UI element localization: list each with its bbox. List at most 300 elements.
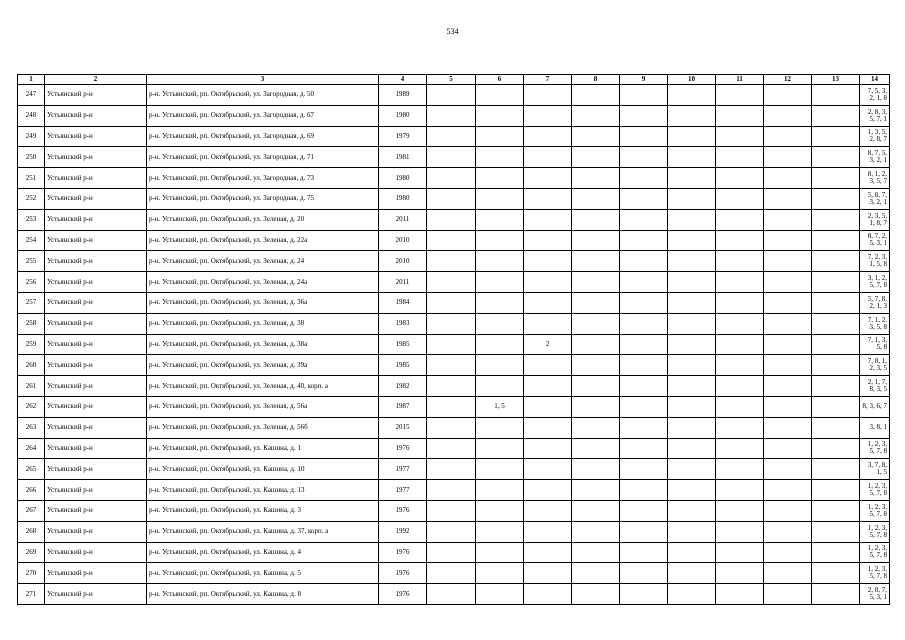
col9-cell	[620, 459, 668, 480]
table-row	[18, 313, 890, 334]
column-number-header-row	[18, 75, 890, 85]
col8-cell	[572, 438, 620, 459]
col14-cell: 1, 3, 5, 2, 8, 7	[860, 126, 890, 147]
table-row	[18, 334, 890, 355]
col11-cell	[716, 85, 764, 106]
district-cell: Устьянский р-н	[45, 147, 147, 168]
col14-cell: 1, 2, 3, 5, 7, 8	[860, 438, 890, 459]
col8-cell	[572, 396, 620, 417]
col8-cell	[572, 542, 620, 563]
col5-cell	[427, 376, 476, 397]
column-header: 3	[147, 75, 379, 85]
col13-cell	[812, 396, 860, 417]
table-row	[18, 168, 890, 189]
column-header: 1	[18, 75, 45, 85]
col10-cell	[668, 438, 716, 459]
col6-cell	[476, 147, 524, 168]
address-cell: р-н. Устьянский, рп. Октябрьский, ул. Загородная, д. 73	[147, 168, 379, 189]
col7-cell	[524, 563, 572, 584]
col8-cell	[572, 417, 620, 438]
table-row	[18, 355, 890, 376]
col13-cell	[812, 209, 860, 230]
year-cell: 2011	[379, 272, 427, 293]
col10-cell	[668, 272, 716, 293]
col12-cell	[764, 188, 812, 209]
column-header: 10	[668, 75, 716, 85]
col12-cell	[764, 292, 812, 313]
address-cell: р-н. Устьянский, рп. Октябрьский, ул. Кашина, д. 8	[147, 584, 379, 605]
col13-cell	[812, 334, 860, 355]
col8-cell	[572, 334, 620, 355]
col5-cell	[427, 584, 476, 605]
col7-cell	[524, 85, 572, 106]
col6-cell	[476, 376, 524, 397]
row-number-cell: 249	[18, 126, 45, 147]
column-header: 5	[427, 75, 476, 85]
col5-cell	[427, 168, 476, 189]
year-cell: 1977	[379, 459, 427, 480]
col13-cell	[812, 147, 860, 168]
address-cell: р-н. Устьянский, рп. Октябрьский, ул. Кашина, д. 10	[147, 459, 379, 480]
col14-cell: 1, 2, 3, 5, 7, 8	[860, 521, 890, 542]
row-number-cell: 252	[18, 188, 45, 209]
housing-register-table	[17, 74, 890, 605]
year-cell: 1983	[379, 313, 427, 334]
table-row	[18, 542, 890, 563]
year-cell: 1984	[379, 292, 427, 313]
address-cell: р-н. Устьянский, рп. Октябрьский, ул. Зеленая, д. 39а	[147, 355, 379, 376]
year-cell: 2010	[379, 251, 427, 272]
col10-cell	[668, 251, 716, 272]
col14-cell: 2, 3, 5, 1, 8, 7	[860, 209, 890, 230]
col5-cell	[427, 188, 476, 209]
column-header: 9	[620, 75, 668, 85]
col10-cell	[668, 563, 716, 584]
year-cell: 1980	[379, 105, 427, 126]
col11-cell	[716, 376, 764, 397]
col12-cell	[764, 355, 812, 376]
col7-cell	[524, 292, 572, 313]
col13-cell	[812, 292, 860, 313]
col5-cell	[427, 355, 476, 376]
col12-cell	[764, 168, 812, 189]
row-number-cell: 257	[18, 292, 45, 313]
col9-cell	[620, 313, 668, 334]
address-cell: р-н. Устьянский, рп. Октябрьский, ул. Кашина, д. 5	[147, 563, 379, 584]
col9-cell	[620, 292, 668, 313]
district-cell: Устьянский р-н	[45, 500, 147, 521]
table-row	[18, 272, 890, 293]
col12-cell	[764, 105, 812, 126]
col7-cell: 2	[524, 334, 572, 355]
col7-cell	[524, 459, 572, 480]
col6-cell	[476, 584, 524, 605]
year-cell: 1987	[379, 396, 427, 417]
col6-cell	[476, 230, 524, 251]
col9-cell	[620, 272, 668, 293]
col5-cell	[427, 563, 476, 584]
table-row	[18, 480, 890, 501]
district-cell: Устьянский р-н	[45, 480, 147, 501]
address-cell: р-н. Устьянский, рп. Октябрьский, ул. Кашина, д. 3	[147, 500, 379, 521]
col7-cell	[524, 584, 572, 605]
col6-cell	[476, 85, 524, 106]
column-header: 14	[860, 75, 890, 85]
col5-cell	[427, 438, 476, 459]
col11-cell	[716, 188, 764, 209]
year-cell: 1989	[379, 85, 427, 106]
col13-cell	[812, 376, 860, 397]
col6-cell	[476, 105, 524, 126]
col13-cell	[812, 417, 860, 438]
col7-cell	[524, 105, 572, 126]
row-number-cell: 248	[18, 105, 45, 126]
col12-cell	[764, 438, 812, 459]
year-cell: 1976	[379, 438, 427, 459]
col14-cell: 1, 2, 3, 5, 7, 8	[860, 480, 890, 501]
address-cell: р-н. Устьянский, рп. Октябрьский, ул. Зеленая, д. 38а	[147, 334, 379, 355]
col9-cell	[620, 251, 668, 272]
col11-cell	[716, 563, 764, 584]
col10-cell	[668, 355, 716, 376]
table-row	[18, 230, 890, 251]
col5-cell	[427, 417, 476, 438]
col10-cell	[668, 500, 716, 521]
row-number-cell: 267	[18, 500, 45, 521]
district-cell: Устьянский р-н	[45, 355, 147, 376]
col13-cell	[812, 542, 860, 563]
district-cell: Устьянский р-н	[45, 563, 147, 584]
row-number-cell: 270	[18, 563, 45, 584]
year-cell: 1985	[379, 355, 427, 376]
district-cell: Устьянский р-н	[45, 584, 147, 605]
col13-cell	[812, 272, 860, 293]
district-cell: Устьянский р-н	[45, 251, 147, 272]
col13-cell	[812, 85, 860, 106]
district-cell: Устьянский р-н	[45, 396, 147, 417]
col6-cell	[476, 251, 524, 272]
district-cell: Устьянский р-н	[45, 334, 147, 355]
col6-cell	[476, 500, 524, 521]
col9-cell	[620, 584, 668, 605]
table-row	[18, 500, 890, 521]
col8-cell	[572, 500, 620, 521]
row-number-cell: 258	[18, 313, 45, 334]
col14-cell: 3, 7, 8, 1, 5	[860, 459, 890, 480]
district-cell: Устьянский р-н	[45, 85, 147, 106]
col8-cell	[572, 188, 620, 209]
year-cell: 2011	[379, 209, 427, 230]
col13-cell	[812, 584, 860, 605]
col14-cell: 7, 1, 2, 3, 5, 8	[860, 313, 890, 334]
col10-cell	[668, 126, 716, 147]
col9-cell	[620, 500, 668, 521]
col7-cell	[524, 438, 572, 459]
col11-cell	[716, 230, 764, 251]
address-cell: р-н. Устьянский, рп. Октябрьский, ул. Загородная, д. 75	[147, 188, 379, 209]
col11-cell	[716, 313, 764, 334]
col7-cell	[524, 500, 572, 521]
col5-cell	[427, 105, 476, 126]
table-row	[18, 417, 890, 438]
col7-cell	[524, 417, 572, 438]
col10-cell	[668, 85, 716, 106]
address-cell: р-н. Устьянский, рп. Октябрьский, ул. Кашина, д. 1	[147, 438, 379, 459]
col9-cell	[620, 438, 668, 459]
district-cell: Устьянский р-н	[45, 459, 147, 480]
col12-cell	[764, 459, 812, 480]
col8-cell	[572, 355, 620, 376]
col9-cell	[620, 230, 668, 251]
address-cell: р-н. Устьянский, рп. Октябрьский, ул. Кашина, д. 4	[147, 542, 379, 563]
col6-cell	[476, 272, 524, 293]
col10-cell	[668, 480, 716, 501]
col12-cell	[764, 500, 812, 521]
page-number: 534	[446, 27, 459, 36]
col14-cell: 7, 5, 3, 2, 1, 8	[860, 85, 890, 106]
col14-cell: 5, 7, 8, 2, 1, 3	[860, 292, 890, 313]
col10-cell	[668, 376, 716, 397]
district-cell: Устьянский р-н	[45, 438, 147, 459]
col9-cell	[620, 126, 668, 147]
col11-cell	[716, 459, 764, 480]
column-header: 2	[45, 75, 147, 85]
col11-cell	[716, 251, 764, 272]
district-cell: Устьянский р-н	[45, 209, 147, 230]
address-cell: р-н. Устьянский, рп. Октябрьский, ул. Зеленая, д. 36а	[147, 292, 379, 313]
col8-cell	[572, 209, 620, 230]
col8-cell	[572, 251, 620, 272]
col11-cell	[716, 438, 764, 459]
row-number-cell: 265	[18, 459, 45, 480]
col6-cell	[476, 417, 524, 438]
col10-cell	[668, 417, 716, 438]
table-row	[18, 105, 890, 126]
col10-cell	[668, 396, 716, 417]
col9-cell	[620, 542, 668, 563]
col9-cell	[620, 355, 668, 376]
col14-cell: 5, 8, 7, 3, 2, 1	[860, 188, 890, 209]
district-cell: Устьянский р-н	[45, 292, 147, 313]
col7-cell	[524, 376, 572, 397]
table-row	[18, 251, 890, 272]
col12-cell	[764, 85, 812, 106]
row-number-cell: 264	[18, 438, 45, 459]
col6-cell	[476, 334, 524, 355]
col12-cell	[764, 396, 812, 417]
year-cell: 1982	[379, 376, 427, 397]
table-row	[18, 396, 890, 417]
col11-cell	[716, 334, 764, 355]
col5-cell	[427, 480, 476, 501]
col13-cell	[812, 500, 860, 521]
column-header: 4	[379, 75, 427, 85]
col6-cell	[476, 292, 524, 313]
row-number-cell: 247	[18, 85, 45, 106]
address-cell: р-н. Устьянский, рп. Октябрьский, ул. Зеленая, д. 56б	[147, 417, 379, 438]
district-cell: Устьянский р-н	[45, 542, 147, 563]
col10-cell	[668, 292, 716, 313]
col7-cell	[524, 147, 572, 168]
col9-cell	[620, 147, 668, 168]
col9-cell	[620, 85, 668, 106]
col14-cell: 3, 1, 2, 5, 7, 8	[860, 272, 890, 293]
col11-cell	[716, 105, 764, 126]
row-number-cell: 256	[18, 272, 45, 293]
col5-cell	[427, 521, 476, 542]
row-number-cell: 250	[18, 147, 45, 168]
col10-cell	[668, 584, 716, 605]
col10-cell	[668, 105, 716, 126]
col5-cell	[427, 209, 476, 230]
col10-cell	[668, 542, 716, 563]
address-cell: р-н. Устьянский, рп. Октябрьский, ул. Зеленая, д. 38	[147, 313, 379, 334]
col13-cell	[812, 251, 860, 272]
col12-cell	[764, 334, 812, 355]
row-number-cell: 263	[18, 417, 45, 438]
col6-cell	[476, 126, 524, 147]
row-number-cell: 254	[18, 230, 45, 251]
col9-cell	[620, 209, 668, 230]
column-header: 12	[764, 75, 812, 85]
col10-cell	[668, 168, 716, 189]
col9-cell	[620, 334, 668, 355]
col5-cell	[427, 230, 476, 251]
col8-cell	[572, 105, 620, 126]
year-cell: 1977	[379, 480, 427, 501]
col5-cell	[427, 147, 476, 168]
col14-cell: 2, 1, 7, 8, 3, 5	[860, 376, 890, 397]
col11-cell	[716, 521, 764, 542]
column-header: 11	[716, 75, 764, 85]
col14-cell: 3, 8, 1	[860, 417, 890, 438]
col11-cell	[716, 126, 764, 147]
column-header: 8	[572, 75, 620, 85]
row-number-cell: 259	[18, 334, 45, 355]
col14-cell: 1, 2, 3, 5, 7, 8	[860, 500, 890, 521]
col11-cell	[716, 584, 764, 605]
col10-cell	[668, 209, 716, 230]
col9-cell	[620, 105, 668, 126]
col6-cell	[476, 563, 524, 584]
col13-cell	[812, 438, 860, 459]
col11-cell	[716, 542, 764, 563]
table-row	[18, 584, 890, 605]
row-number-cell: 262	[18, 396, 45, 417]
row-number-cell: 251	[18, 168, 45, 189]
year-cell: 1980	[379, 188, 427, 209]
year-cell: 1985	[379, 334, 427, 355]
col14-cell: 8, 7, 2, 5, 3, 1	[860, 230, 890, 251]
year-cell: 1976	[379, 563, 427, 584]
year-cell: 1992	[379, 521, 427, 542]
col11-cell	[716, 168, 764, 189]
col5-cell	[427, 272, 476, 293]
col8-cell	[572, 147, 620, 168]
year-cell: 1976	[379, 500, 427, 521]
col7-cell	[524, 355, 572, 376]
row-number-cell: 261	[18, 376, 45, 397]
row-number-cell: 269	[18, 542, 45, 563]
col7-cell	[524, 168, 572, 189]
col13-cell	[812, 105, 860, 126]
col6-cell	[476, 355, 524, 376]
row-number-cell: 260	[18, 355, 45, 376]
year-cell: 2010	[379, 230, 427, 251]
col8-cell	[572, 230, 620, 251]
col14-cell: 8, 3, 6, 7	[860, 396, 890, 417]
col7-cell	[524, 126, 572, 147]
col12-cell	[764, 563, 812, 584]
col6-cell	[476, 188, 524, 209]
col8-cell	[572, 168, 620, 189]
col6-cell	[476, 480, 524, 501]
col14-cell: 1, 2, 3, 5, 7, 8	[860, 542, 890, 563]
col12-cell	[764, 521, 812, 542]
col5-cell	[427, 251, 476, 272]
col6-cell	[476, 209, 524, 230]
col8-cell	[572, 272, 620, 293]
col13-cell	[812, 355, 860, 376]
table-row	[18, 126, 890, 147]
row-number-cell: 268	[18, 521, 45, 542]
col13-cell	[812, 188, 860, 209]
col14-cell: 8, 1, 2, 3, 5, 7	[860, 168, 890, 189]
col11-cell	[716, 417, 764, 438]
col10-cell	[668, 459, 716, 480]
table-row	[18, 376, 890, 397]
address-cell: р-н. Устьянский, рп. Октябрьский, ул. Загородная, д. 69	[147, 126, 379, 147]
col6-cell	[476, 542, 524, 563]
col11-cell	[716, 272, 764, 293]
year-cell: 2015	[379, 417, 427, 438]
col8-cell	[572, 563, 620, 584]
col6-cell	[476, 168, 524, 189]
table-row	[18, 85, 890, 106]
column-header: 6	[476, 75, 524, 85]
district-cell: Устьянский р-н	[45, 417, 147, 438]
col5-cell	[427, 500, 476, 521]
col6-cell	[476, 521, 524, 542]
col14-cell: 2, 8, 3, 5, 7, 1	[860, 105, 890, 126]
district-cell: Устьянский р-н	[45, 126, 147, 147]
col13-cell	[812, 230, 860, 251]
year-cell: 1981	[379, 147, 427, 168]
col5-cell	[427, 313, 476, 334]
address-cell: р-н. Устьянский, рп. Октябрьский, ул. Загородная, д. 71	[147, 147, 379, 168]
col7-cell	[524, 251, 572, 272]
table-row	[18, 459, 890, 480]
row-number-cell: 266	[18, 480, 45, 501]
year-cell: 1979	[379, 126, 427, 147]
district-cell: Устьянский р-н	[45, 521, 147, 542]
address-cell: р-н. Устьянский, рп. Октябрьский, ул. Кашина, д. 37, корп. а	[147, 521, 379, 542]
col12-cell	[764, 480, 812, 501]
col8-cell	[572, 459, 620, 480]
col13-cell	[812, 480, 860, 501]
col14-cell: 7, 1, 3, 5, 8	[860, 334, 890, 355]
address-cell: р-н. Устьянский, рп. Октябрьский, ул. Зеленая, д. 22а	[147, 230, 379, 251]
col10-cell	[668, 334, 716, 355]
col10-cell	[668, 188, 716, 209]
col8-cell	[572, 313, 620, 334]
col14-cell: 1, 2, 3, 5, 7, 8	[860, 563, 890, 584]
col13-cell	[812, 126, 860, 147]
col9-cell	[620, 563, 668, 584]
col5-cell	[427, 542, 476, 563]
district-cell: Устьянский р-н	[45, 188, 147, 209]
address-cell: р-н. Устьянский, рп. Октябрьский, ул. Зеленая, д. 24	[147, 251, 379, 272]
